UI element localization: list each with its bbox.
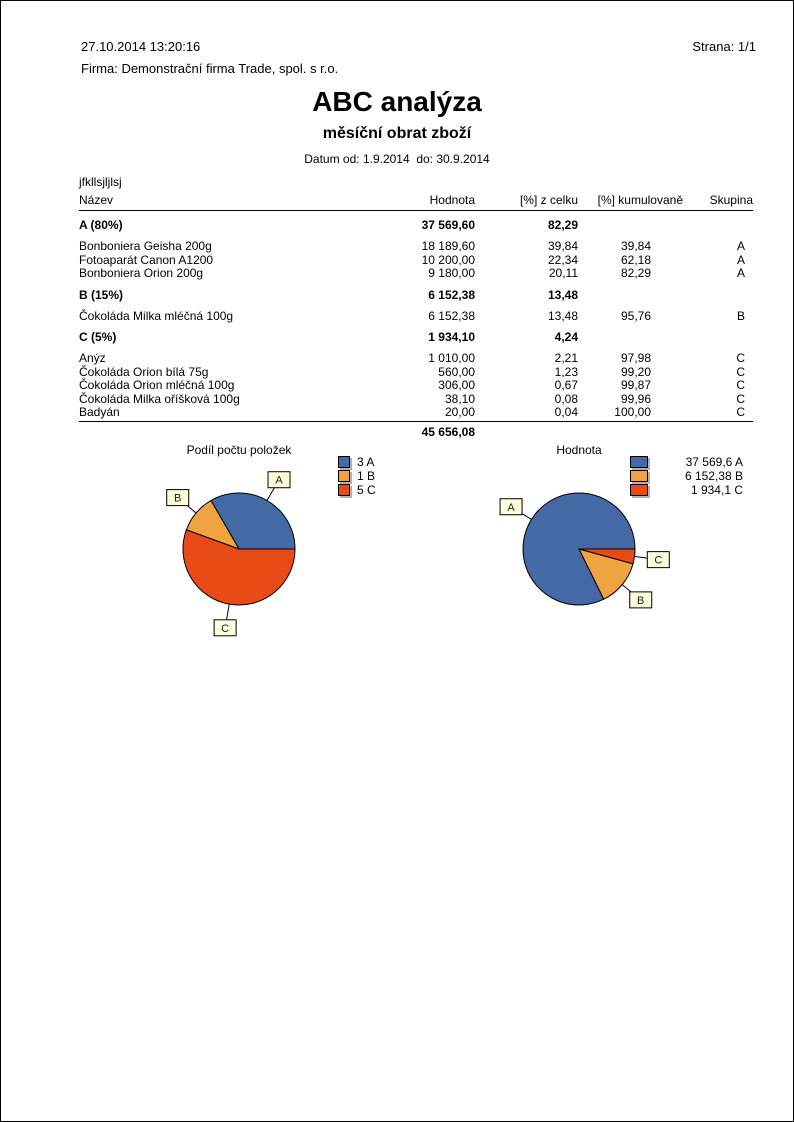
cell-hodnota: 6 152,38 xyxy=(428,287,475,302)
legend-label-B: 6 152,38 B xyxy=(684,469,743,483)
table-row xyxy=(79,393,753,407)
company-line: Firma: Demonstrační firma Trade, spol. s r.o. xyxy=(81,61,339,76)
cell-hodnota: 1 934,10 xyxy=(428,330,475,344)
cell-kumulovane: 99,96 xyxy=(620,391,651,406)
cell-skupina xyxy=(683,330,753,345)
cell-nazev: Čokoláda Orion bílá 75g xyxy=(79,364,209,379)
cell-skupina xyxy=(683,288,753,303)
cell-nazev: C (5%) xyxy=(79,330,117,344)
cell-skupina: A xyxy=(736,252,745,267)
chart-title-value: Hodnota xyxy=(556,443,602,457)
cell-nazev: B (15%) xyxy=(79,287,124,302)
cell-zcelku: 82,29 xyxy=(547,218,578,232)
table-total-row xyxy=(79,422,753,439)
cell-kumulovane xyxy=(578,288,683,303)
cell-hodnota: 1 010,00 xyxy=(428,351,475,365)
table-note: jfkllsjljlsj xyxy=(79,175,122,189)
col-header-zcelku: [%] z celku xyxy=(519,193,578,207)
cell-skupina: C xyxy=(736,391,745,406)
cell-kumulovane: 99,87 xyxy=(620,378,651,392)
cell-nazev: Bonboniera Orion 200g xyxy=(79,266,204,280)
cell-skupina: C xyxy=(736,405,745,419)
cell-kumulovane: 99,20 xyxy=(620,364,651,379)
table-group-row xyxy=(79,330,753,345)
pie-label-text-B: B xyxy=(637,594,645,607)
report-subtitle: měsíční obrat zboží xyxy=(322,125,472,142)
total-value: 45 656,08 xyxy=(421,424,475,439)
cell-skupina xyxy=(683,218,753,233)
cell-nazev: Badyán xyxy=(79,405,120,419)
cell-hodnota: 560,00 xyxy=(438,364,475,379)
pie-label-text-B: B xyxy=(174,492,182,505)
cell-kumulovane xyxy=(578,218,683,233)
cell-kumulovane: 97,98 xyxy=(620,351,651,365)
cell-hodnota: 38,10 xyxy=(444,391,475,406)
total-spacer xyxy=(79,425,360,439)
chart-item-count-share xyxy=(71,439,411,661)
report-datetime: 27.10.2014 13:20:16 xyxy=(81,39,201,54)
pie-label-text-A: A xyxy=(275,474,283,487)
cell-hodnota: 10 200,00 xyxy=(421,252,475,267)
cell-nazev: Čokoláda Milka oříšková 100g xyxy=(79,391,240,406)
cell-zcelku: 0,04 xyxy=(554,405,578,419)
table-group-row xyxy=(79,288,753,303)
cell-zcelku: 13,48 xyxy=(547,308,578,323)
table-row xyxy=(79,267,753,281)
pie-label-text-C: C xyxy=(654,554,663,567)
cell-kumulovane: 82,29 xyxy=(620,266,651,280)
cell-nazev: Fotoaparát Canon A1200 xyxy=(79,252,214,267)
report-title: ABC analýza xyxy=(312,86,482,117)
cell-zcelku: 13,48 xyxy=(547,287,578,302)
col-header-hodnota: Hodnota xyxy=(429,193,475,207)
table-row xyxy=(79,310,753,324)
cell-nazev: Bonboniera Geisha 200g xyxy=(79,239,212,253)
cell-hodnota: 9 180,00 xyxy=(428,266,475,280)
cell-kumulovane: 62,18 xyxy=(620,252,651,267)
table-group-row xyxy=(79,218,753,233)
table-row xyxy=(79,240,753,254)
cell-kumulovane: 100,00 xyxy=(614,405,651,419)
table-row xyxy=(79,379,753,393)
cell-zcelku: 4,24 xyxy=(554,330,578,344)
cell-zcelku: 0,08 xyxy=(554,391,578,406)
cell-skupina: A xyxy=(736,239,745,253)
cell-skupina: C xyxy=(736,364,745,379)
cell-nazev: Čokoláda Orion mléčná 100g xyxy=(79,378,235,392)
cell-skupina: A xyxy=(736,266,745,280)
chart-title-item-count: Podíl počtu položek xyxy=(186,443,292,457)
cell-zcelku: 20,11 xyxy=(548,266,578,280)
table-row xyxy=(79,366,753,380)
col-header-nazev: Název xyxy=(79,193,114,207)
legend-label-C: 5 C xyxy=(357,483,376,497)
cell-nazev: Čokoláda Milka mléčná 100g xyxy=(79,308,234,323)
cell-nazev: A (80%) xyxy=(79,218,123,232)
table-header-row xyxy=(79,193,753,211)
pie-chart-item-count xyxy=(71,439,411,661)
cell-kumulovane: 95,76 xyxy=(620,308,651,323)
cell-zcelku: 0,67 xyxy=(554,378,578,392)
col-header-skupina: Skupina xyxy=(709,193,753,207)
legend-label-B: 1 B xyxy=(357,469,376,483)
pie-chart-value xyxy=(431,439,781,661)
legend-label-A: 37 569,6 A xyxy=(685,455,743,469)
pie-label-text-C: C xyxy=(221,622,230,635)
cell-hodnota: 18 189,60 xyxy=(421,239,475,253)
pie-label-text-A: A xyxy=(507,501,515,514)
table-row xyxy=(79,254,753,268)
cell-hodnota: 37 569,60 xyxy=(421,218,475,232)
legend-label-C: 1 934,1 C xyxy=(690,483,743,497)
cell-zcelku: 22,34 xyxy=(547,252,578,267)
table-rows xyxy=(79,218,753,420)
chart-value xyxy=(431,439,781,661)
table-row xyxy=(79,406,753,420)
cell-kumulovane xyxy=(578,330,683,345)
page-number: Strana: 1/1 xyxy=(692,39,756,54)
abc-table xyxy=(79,175,753,439)
cell-hodnota: 6 152,38 xyxy=(428,308,475,323)
cell-kumulovane: 39,84 xyxy=(620,239,651,253)
cell-skupina: C xyxy=(736,378,745,392)
legend-label-A: 3 A xyxy=(357,455,375,469)
cell-zcelku: 1,23 xyxy=(554,364,578,379)
cell-hodnota: 306,00 xyxy=(438,378,475,392)
cell-zcelku: 2,21 xyxy=(554,351,578,365)
table-row xyxy=(79,352,753,366)
cell-skupina: C xyxy=(736,351,745,365)
cell-nazev: Anýz xyxy=(79,351,106,365)
date-range: Datum od: 1.9.2014 do: 30.9.2014 xyxy=(304,152,490,166)
cell-skupina: B xyxy=(736,308,745,323)
cell-zcelku: 39,84 xyxy=(547,239,578,253)
col-header-kumulovane: [%] kumulovaně xyxy=(597,193,683,207)
cell-hodnota: 20,00 xyxy=(444,405,475,419)
